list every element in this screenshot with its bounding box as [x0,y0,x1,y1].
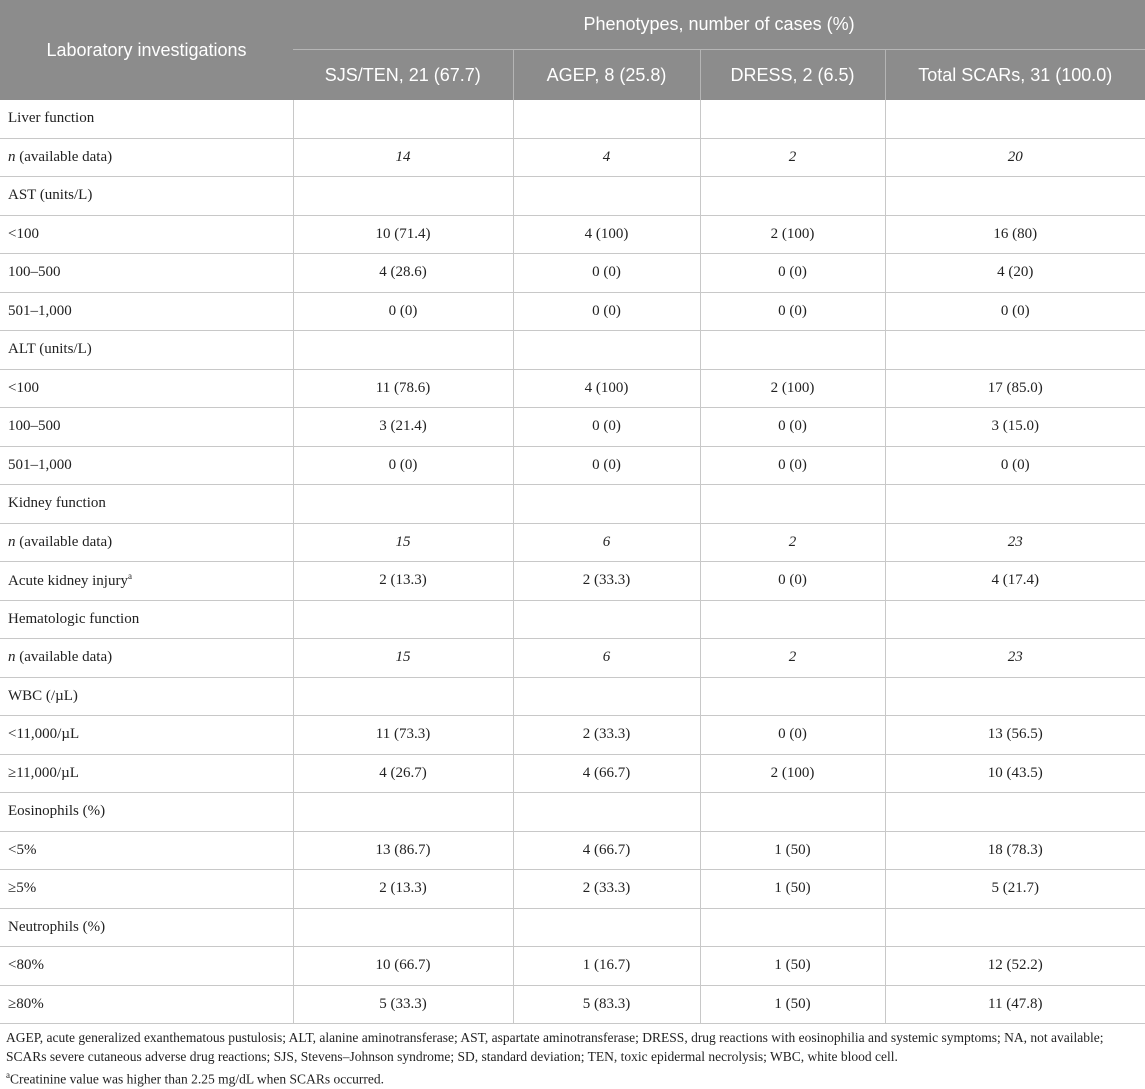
table-row [0,600,1145,639]
column-header-sjs-ten: SJS/TEN, 21 (67.7) [293,50,513,101]
table-cell: 15 [293,523,513,562]
table-cell [513,677,700,716]
table-cell: 6 [513,639,700,678]
table-cell [700,177,885,216]
table-cell [293,331,513,370]
table-row [0,331,1145,370]
table-cell: 4 (28.6) [293,254,513,293]
row-label [0,446,293,485]
table-cell: 0 (0) [293,446,513,485]
table-cell [700,908,885,947]
table-cell [885,677,1145,716]
table-cell [513,793,700,832]
row-label [0,947,293,986]
table-cell [293,908,513,947]
table-row [0,446,1145,485]
table-cell: 5 (21.7) [885,870,1145,909]
table-body [0,100,1145,1024]
row-label [0,677,293,716]
table-footnotes [0,1024,1145,1089]
table-cell: 4 (20) [885,254,1145,293]
column-header-total-scars: Total SCARs, 31 (100.0) [885,50,1145,101]
table-cell [885,331,1145,370]
table-row [0,639,1145,678]
table-row [0,523,1145,562]
column-header-dress: DRESS, 2 (6.5) [700,50,885,101]
table-cell: 20 [885,138,1145,177]
table-cell: 2 (100) [700,369,885,408]
table-cell: 3 (21.4) [293,408,513,447]
row-label [0,254,293,293]
row-label [0,408,293,447]
footnote-text: Creatinine value was higher than 2.25 mg/dL when SCARs occurred. [10,1071,385,1087]
table-cell: 4 (17.4) [885,562,1145,601]
table-cell [700,485,885,524]
n-symbol: n [8,148,16,165]
table-cell [885,793,1145,832]
phenotypes-group-header: Phenotypes, number of cases (%) [293,0,1145,50]
row-label [0,100,293,138]
row-label-text: 100–500 [8,264,61,281]
table-cell [700,600,885,639]
table-cell: 1 (50) [700,985,885,1024]
row-label [0,831,293,870]
table-cell: 2 (100) [700,754,885,793]
table-cell: 1 (50) [700,831,885,870]
table-cell [700,793,885,832]
row-label [0,331,293,370]
row-label-text: ≥5% [8,880,37,897]
table-cell: 2 (13.3) [293,870,513,909]
table-cell: 4 (66.7) [513,831,700,870]
column-header-agep: AGEP, 8 (25.8) [513,50,700,101]
table-row [0,485,1145,524]
table-cell [513,600,700,639]
row-label-text: (available data) [15,649,113,666]
table-cell: 0 (0) [513,254,700,293]
row-label-text: AST (units/L) [8,187,93,204]
table-cell: 18 (78.3) [885,831,1145,870]
row-label-text: <100 [8,379,39,396]
table-row [0,369,1145,408]
row-label [0,292,293,331]
table-cell: 0 (0) [700,408,885,447]
table-cell: 11 (73.3) [293,716,513,755]
row-header-label: Laboratory investigations [0,0,293,100]
table-cell: 5 (83.3) [513,985,700,1024]
table-row [0,177,1145,216]
table-cell [293,100,513,138]
row-label [0,562,293,601]
row-label [0,600,293,639]
table-cell: 0 (0) [700,446,885,485]
table-cell: 1 (16.7) [513,947,700,986]
table-cell: 23 [885,523,1145,562]
table-cell [513,908,700,947]
table-row [0,985,1145,1024]
table-row [0,831,1145,870]
table-row [0,754,1145,793]
row-label [0,523,293,562]
row-label-text: WBC (/µL) [8,687,78,704]
table-cell: 2 (100) [700,215,885,254]
table-cell [513,100,700,138]
table-cell: 4 (100) [513,215,700,254]
row-label [0,908,293,947]
table-cell: 11 (78.6) [293,369,513,408]
table-cell: 2 (33.3) [513,870,700,909]
row-label-text: ≥11,000/µL [8,764,79,781]
n-symbol: n [8,649,16,666]
row-label [0,639,293,678]
row-label-text: (available data) [15,148,113,165]
table-row [0,677,1145,716]
table-row [0,947,1145,986]
table-cell [513,177,700,216]
table-cell: 14 [293,138,513,177]
table-cell: 0 (0) [700,562,885,601]
creatinine-footnote [6,1066,1139,1089]
table-row [0,716,1145,755]
table-cell [885,485,1145,524]
table-cell: 2 (33.3) [513,716,700,755]
table-cell: 13 (56.5) [885,716,1145,755]
table-cell [513,485,700,524]
table-cell: 0 (0) [885,292,1145,331]
row-label-text: 501–1,000 [8,456,72,473]
table-cell: 10 (71.4) [293,215,513,254]
row-label [0,870,293,909]
table-cell: 10 (43.5) [885,754,1145,793]
table-row [0,215,1145,254]
table-cell: 0 (0) [885,446,1145,485]
row-label-text: <80% [8,957,44,974]
table-cell [885,600,1145,639]
row-label-text: 100–500 [8,418,61,435]
row-label-text: Hematologic function [8,610,140,627]
table-cell: 0 (0) [513,446,700,485]
table-cell: 0 (0) [700,254,885,293]
row-label [0,793,293,832]
table-row [0,793,1145,832]
table-cell: 0 (0) [513,408,700,447]
table-cell [513,331,700,370]
table-cell [885,177,1145,216]
table-cell: 1 (50) [700,870,885,909]
table-cell: 1 (50) [700,947,885,986]
footnote-marker: a [6,1070,10,1080]
table-row [0,292,1145,331]
table-cell [293,177,513,216]
table-cell: 17 (85.0) [885,369,1145,408]
table-cell: 2 [700,138,885,177]
table-cell: 6 [513,523,700,562]
table-row [0,908,1145,947]
row-label [0,138,293,177]
table-cell [293,485,513,524]
row-label [0,215,293,254]
table-cell: 5 (33.3) [293,985,513,1024]
row-label [0,985,293,1024]
table-cell: 16 (80) [885,215,1145,254]
row-label-text: Liver function [8,110,95,127]
table-cell [293,677,513,716]
table-cell: 10 (66.7) [293,947,513,986]
table-cell: 12 (52.2) [885,947,1145,986]
row-label-text: Eosinophils (%) [8,803,106,820]
table-cell: 0 (0) [700,292,885,331]
row-label [0,754,293,793]
table-cell [885,908,1145,947]
table-cell [293,600,513,639]
row-label-text: Kidney function [8,495,106,512]
table-cell: 4 (66.7) [513,754,700,793]
row-label [0,485,293,524]
row-label-text: 501–1,000 [8,302,72,319]
table-cell: 2 [700,639,885,678]
table-cell: 4 (26.7) [293,754,513,793]
table-cell [885,100,1145,138]
table-cell: 0 (0) [700,716,885,755]
n-symbol: n [8,533,16,550]
table-cell: 0 (0) [513,292,700,331]
table-cell: 13 (86.7) [293,831,513,870]
table-row [0,562,1145,601]
table-row [0,100,1145,138]
table-cell: 23 [885,639,1145,678]
table-cell [700,331,885,370]
row-label-text: Acute kidney injury [8,573,128,590]
table-cell: 3 (15.0) [885,408,1145,447]
row-label [0,716,293,755]
table-cell [700,100,885,138]
row-label-text: Neutrophils (%) [8,918,106,935]
row-label-text: ALT (units/L) [8,341,92,358]
row-label [0,369,293,408]
table-cell: 4 [513,138,700,177]
row-label-text: (available data) [15,533,113,550]
table-cell [700,677,885,716]
footnote-marker: a [127,571,132,582]
abbreviations-footnote: AGEP, acute generalized exanthematous pustulosis; ALT, alanine aminotransferase; AST, aspartate aminotransferase; DRESS, drug reactions with eosinophilia and systemic symptoms; NA, not available; SCARs severe cutaneous adverse drug reactions; SJS, Stevens–Johnson syndrome; SD, standard deviation; TEN, toxic epidermal necrolysis; WBC, white blood cell. [6,1030,1104,1064]
table-row [0,408,1145,447]
table-cell: 11 (47.8) [885,985,1145,1024]
table-cell: 2 [700,523,885,562]
row-label-text: <100 [8,225,39,242]
table-row [0,254,1145,293]
table-cell: 2 (33.3) [513,562,700,601]
table-row [0,870,1145,909]
table-cell: 4 (100) [513,369,700,408]
table-cell: 0 (0) [293,292,513,331]
row-label-text: ≥80% [8,995,44,1012]
table-cell [293,793,513,832]
row-label-text: <5% [8,841,37,858]
table-cell: 2 (13.3) [293,562,513,601]
row-label-text: <11,000/µL [8,726,80,743]
table-cell: 15 [293,639,513,678]
row-label [0,177,293,216]
table-row [0,138,1145,177]
